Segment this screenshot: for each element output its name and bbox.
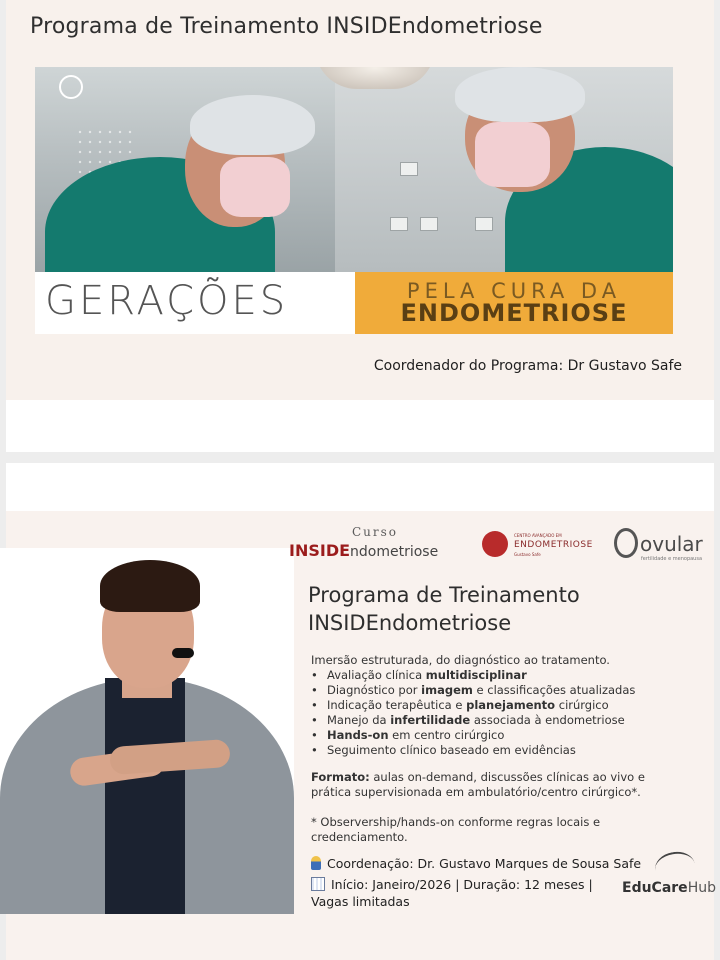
inicio-line: Início: Janeiro/2026 | Duração: 12 meses | Vagas limitadas [311, 877, 593, 909]
slide-1-title: Programa de Treinamento INSIDEndometriose [30, 14, 543, 39]
formato-text: Formato: aulas on-demand, discussões clínicas ao vivo e prática supervisionada em ambulatório/centro cirúrgico*. [311, 770, 645, 799]
banner-endometriose: ENDOMETRIOSE [400, 299, 628, 327]
list-item: • Avaliação clínica multidisciplinar [311, 668, 635, 683]
person-icon [311, 856, 321, 870]
insid-logo: INSIDEndometriose [289, 541, 439, 560]
centro-endometriose-icon [482, 531, 508, 557]
features-list [311, 668, 635, 757]
list-item: • Indicação terapêutica e planejamento cirúrgico [311, 698, 635, 713]
list-item: • Diagnóstico por imagem e classificações atualizadas [311, 683, 635, 698]
calendar-icon [311, 877, 325, 891]
presenter-photo [0, 548, 294, 914]
centro-endometriose-logo: ENDOMETRIOSE [514, 540, 593, 550]
list-item: • Hands-on em centro cirúrgico [311, 728, 635, 743]
nota-text: * Observership/hands-on conforme regras locais e credenciamento. [311, 815, 601, 844]
banner-geracoes: GERAÇÕES [45, 278, 289, 324]
ovular-icon [614, 528, 638, 558]
centro-logo-icon [59, 75, 83, 99]
list-item: • Seguimento clínico baseado em evidências [311, 743, 635, 758]
coordenacao-line: Coordenação: Dr. Gustavo Marques de Sousa Safe [311, 856, 641, 871]
slide-2-title: Programa de Treinamento INSIDEndometriose [308, 583, 580, 635]
surgeons-photo [35, 67, 673, 272]
banner-pela-cura: PELA CURA DA [406, 279, 622, 303]
list-item: • Manejo da infertilidade associada à endometriose [311, 713, 635, 728]
centro-logo-sub: Gustavo Safe [514, 552, 541, 557]
ovular-sub: fertilidade e menopausa [641, 556, 703, 562]
educare-hub-logo: EduCareHub [622, 880, 716, 896]
headset-mic [172, 648, 194, 658]
curso-logo-label: Curso [352, 525, 399, 539]
centro-logo-small: CENTRO AVANÇADO EM [514, 533, 562, 538]
slide-1-coordinator: Coordenador do Programa: Dr Gustavo Safe [373, 358, 682, 374]
intro-text: Imersão estruturada, do diagnóstico ao tratamento. [311, 653, 610, 667]
ovular-logo: ovular [640, 532, 703, 556]
